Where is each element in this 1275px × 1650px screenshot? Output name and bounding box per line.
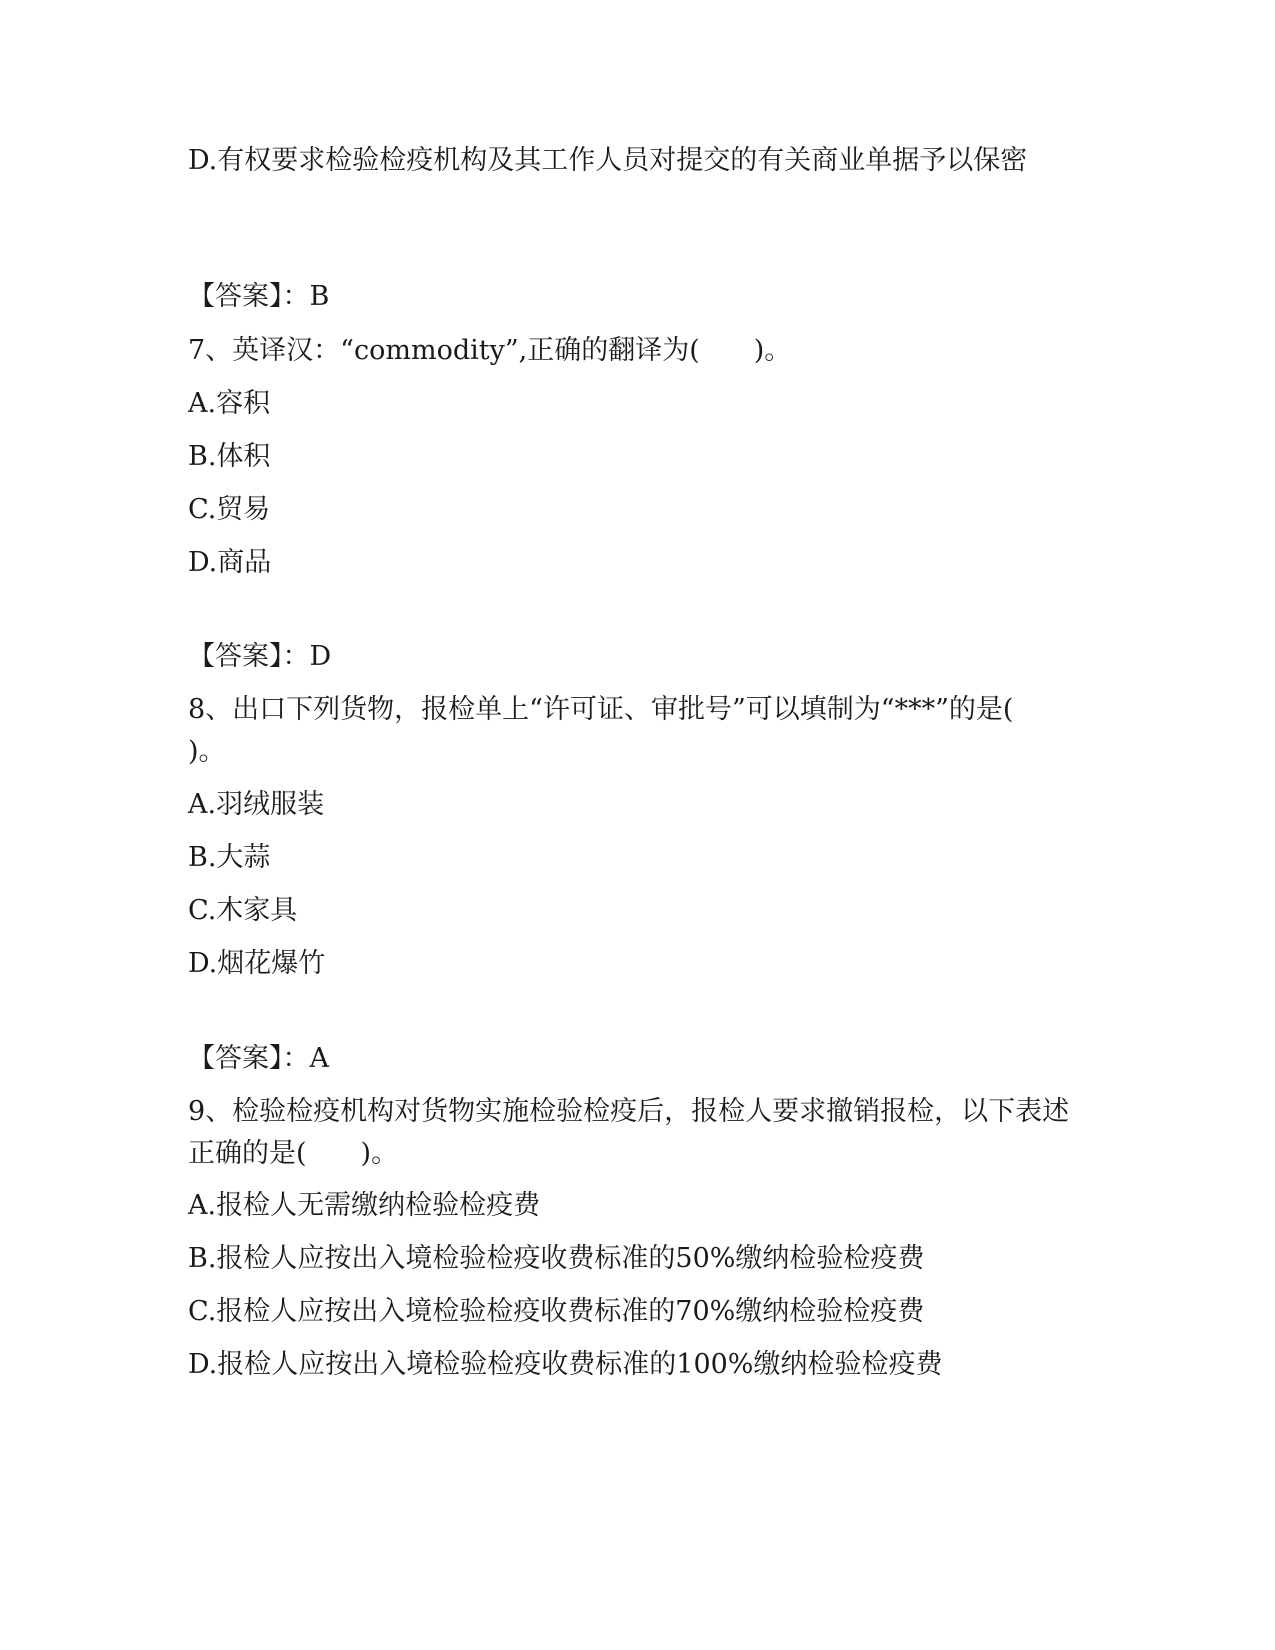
q9-option-d: D.报检人应按出入境检验检疫收费标准的100%缴纳检验检疫费 <box>188 1349 943 1380</box>
q9-option-c: C.报检人应按出入境检验检疫收费标准的70%缴纳检验检疫费 <box>188 1296 925 1327</box>
q8-stem: 8、出口下列货物，报检单上“许可证、审批号”可以填制为“***”的是( )。 <box>188 694 1068 767</box>
q7-answer: 【答案】：D <box>188 641 332 672</box>
q7-option-d: D.商品 <box>188 547 272 578</box>
q8-option-b: B.大蒜 <box>188 842 271 873</box>
q6-option-d: D.有权要求检验检疫机构及其工作人员对提交的有关商业单据予以保密 <box>188 145 1028 176</box>
q9-option-a: A.报检人无需缴纳检验检疫费 <box>188 1190 541 1221</box>
q7-stem: 7、英译汉：“commodity”,正确的翻译为( )。 <box>188 335 792 366</box>
q8-answer: 【答案】：A <box>188 1043 329 1074</box>
q6-answer: 【答案】：B <box>188 281 330 312</box>
q7-option-a: A.容积 <box>188 388 271 419</box>
q7-option-b: B.体积 <box>188 441 271 472</box>
q8-option-c: C.木家具 <box>188 895 298 926</box>
q9-option-b: B.报检人应按出入境检验检疫收费标准的50%缴纳检验检疫费 <box>188 1243 925 1274</box>
q9-stem: 9、检验检疫机构对货物实施检验检疫后，报检人要求撤销报检，以下表述正确的是( )。 <box>188 1096 1070 1169</box>
q7-option-c: C.贸易 <box>188 494 271 525</box>
q8-option-a: A.羽绒服装 <box>188 789 325 820</box>
q8-option-d: D.烟花爆竹 <box>188 948 326 979</box>
